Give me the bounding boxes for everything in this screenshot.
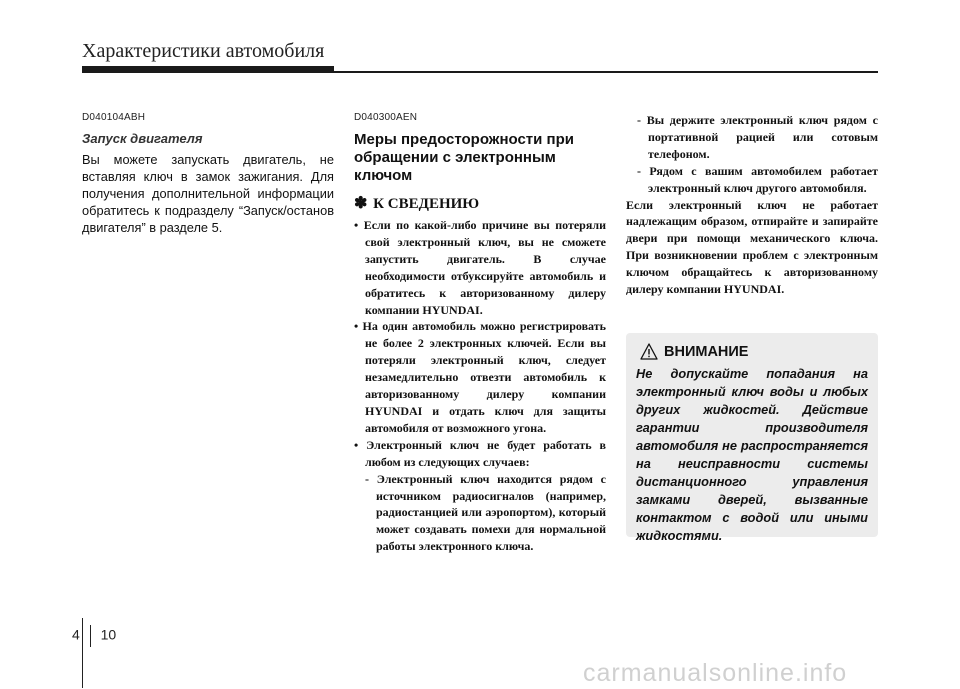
middle-column [354,112,606,555]
section-heading: Запуск двигателя [82,131,203,146]
section-title: Меры предосторожности при обращении с электронным ключом [354,131,574,184]
notice-bullet: • На один автомобиль можно регистрировать не более 2 электронных ключей. Если вы потеряли электронный ключ, следует незамедлительно отвезти автомобиль к авторизованному дилеру компании HYUNDAI и отдать ключ для защиты автомобиля от возможного угона. [354,319,606,435]
watermark: carmanualsonline.info [583,659,848,687]
notice-bullet: • Если по какой-либо причине вы потеряли свой электронный ключ, вы не сможете запустить двигатель. В случае необходимости отбуксируйте автомобиль и обратитесь к авторизованному дилеру компании HYUNDAI. [354,218,606,317]
chapter-number: 4 [72,626,80,643]
right-column [626,112,878,298]
notice-star-icon: ✽ [354,195,368,212]
page-number-separator [90,625,91,647]
notice-body [354,217,606,555]
section-code: D040300AEN [354,112,418,123]
notice-heading-label: К СВЕДЕНИЮ [373,196,480,212]
warning-text: Не допускайте попадания на электронный ключ воды и любых других жидкостей. Действие гарантии производителя автомобиля не распространяется на неисправности системы дистанционного управления замками дверей, вызванные контактом с водой или иными жидкостями. [636,366,868,543]
section-text: Вы можете запускать двигатель, не вставляя ключ в замок зажигания. Для получения дополнительной информации обратитесь к подразделу “Запуск/останов двигателя” в разделе 5. [82,152,334,235]
notice-dash-item: - Вы держите электронный ключ рядом с портативной рацией или сотовым телефоном. [637,113,878,161]
header-rule [334,71,878,73]
notice-continued [626,112,878,298]
notice-heading [354,193,606,213]
notice-dash-item: - Электронный ключ находится рядом с источником радиосигналов (например, радиостанцией или аэропортом), который может создавать помехи для нормальной работы электронного ключа. [365,471,606,554]
page-header-title: Характеристики автомобиля [82,40,325,62]
header-bar [82,66,334,73]
warning-box [626,333,878,543]
notice-dash-item: - Рядом с вашим автомобилем работает электронный ключ другого автомобиля. [637,163,878,195]
section-code: D040104ABH [82,112,146,123]
notice-bullet: • Электронный ключ не будет работать в любом из следующих случаев: [354,437,606,469]
left-column [82,112,334,236]
notice-paragraph: Если электронный ключ не работает надлежащим образом, отпирайте и запирайте двери при помощи механического ключа. При возникновении проблем с электронным ключом обращайтесь к авторизованному дилеру компании HYUNDAI. [626,197,878,297]
warning-title: ВНИМАНИЕ [664,344,749,360]
page-number [72,625,116,647]
warning-triangle-icon [640,343,658,360]
page-number-value: 10 [100,626,117,643]
